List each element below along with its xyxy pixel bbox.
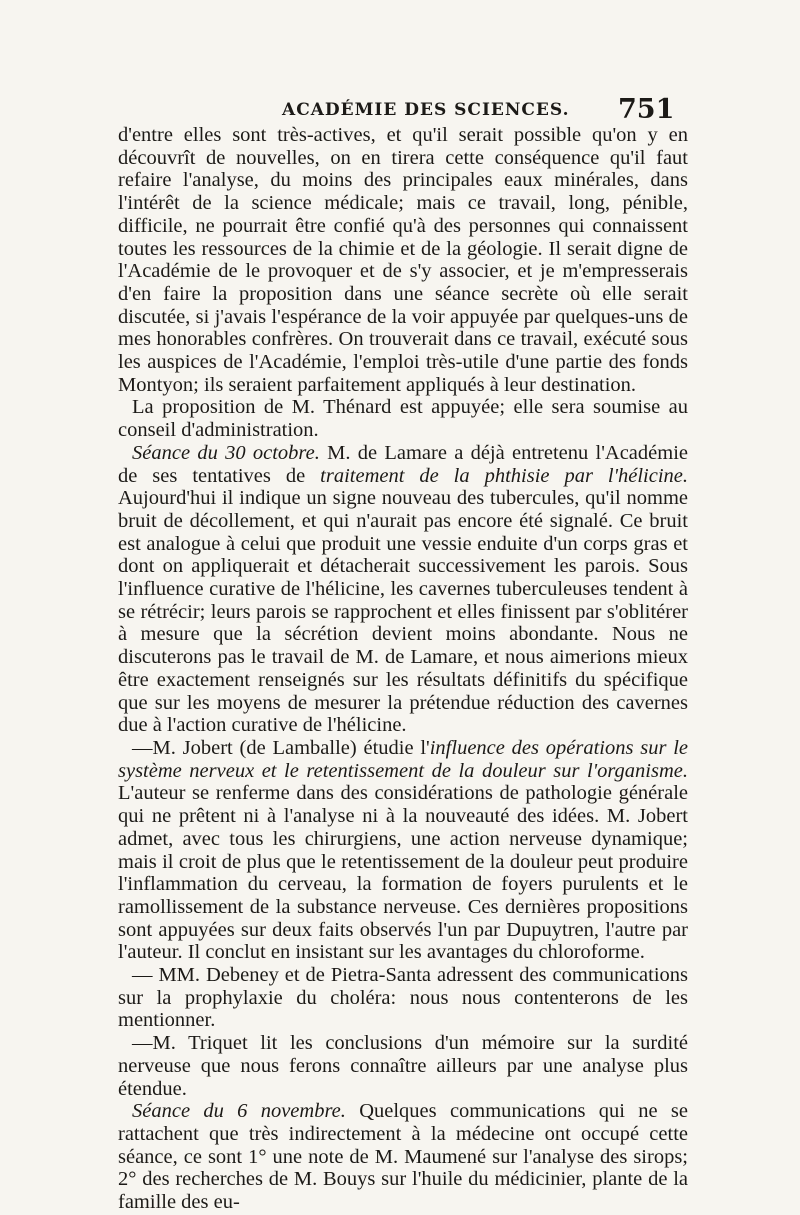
running-head: ACADÉMIE DES SCIENCES.: [282, 100, 570, 120]
text-segment: Quelques communications qui ne se rattachent que très indirectement à la médecine ont occupé cette séance, ce sont 1° une note de M. Maumené sur l'analyse des sirops; 2° des recherches de M. Bouys sur l'huile du médicinier, plante de la famille des eu-: [118, 1100, 688, 1214]
text-segment: M. de Lamare a déjà entretenu l'Académie de ses tentatives de: [118, 441, 688, 487]
body-text: [118, 124, 688, 1214]
text-segment: — MM. Debeney et de Pietra-Santa adressent des communications sur la prophylaxie du choléra: nous nous contenterons de les mentionner.: [118, 964, 688, 1032]
text-segment: Séance du 6 novembre.: [132, 1100, 346, 1123]
text-segment: La proposition de M. Thénard est appuyée; elle sera soumise au conseil d'administration.: [118, 396, 688, 442]
paragraph-7: [118, 1100, 688, 1214]
text-segment: d'entre elles sont très-actives, et qu'il serait possible qu'on y en découvrît de nouvelles, on en tirera cette conséquence qu'il faut refaire l'analyse, du moins des principales eaux minérales, dans l'intérêt de la science médicale; mais ce travail, long, pénible, difficile, ne pourrait être confié qu'à des personnes qui connaissent toutes les ressources de la chimie et de la géologie. Il serait digne de l'Académie de le provoquer et de s'y associer, et je m'empresserais d'en faire la proposition dans une séance secrète où elle serait discutée, si j'avais l'espérance de la voir appuyée par quelques-uns de mes honorables confrères. On trouverait dans ce travail, exécuté sous les auspices de l'Académie, l'emploi très-utile d'une partie des fonds Montyon; ils seraient parfaitement appliqués à leur destination.: [118, 124, 688, 396]
paragraph-3: [118, 442, 688, 737]
text-segment: influence des opérations sur le système nerveux et le retentissement de la douleur sur l'organisme.: [118, 736, 689, 782]
page-number: 751: [618, 94, 675, 125]
paragraph-2: [118, 396, 688, 441]
text-segment: Aujourd'hui il indique un signe nouveau des tubercules, qu'il nomme bruit de décollement, et qui n'aurait pas encore été signalé. Ce bruit est analogue à celui que produit une vessie enduite d'un corps gras et dont on appliquerait et détacherait successivement les parois. Sous l'influence curative de l'hélicine, les cavernes tuberculeuses tendent à se rétrécir; leurs parois se rapprochent et elles finissent par s'oblitérer à mesure que la sécrétion devient moins abondante. Nous ne discuterons pas le travail de M. de Lamare, et nous aimerions mieux être exactement renseignés sur les résultats définitifs du spécifique que sur les moyens de mesurer la prétendue réduction des cavernes due à l'action curative de l'hélicine.: [118, 487, 688, 737]
text-segment: traitement de la phthisie par l'hélicine.: [320, 464, 688, 487]
paragraph-4: [118, 737, 688, 964]
paragraph-6: [118, 1032, 688, 1100]
text-segment: Séance du 30 octobre.: [132, 441, 320, 464]
paragraph-5: [118, 964, 688, 1032]
paragraph-1: [118, 124, 688, 396]
text-segment: —M. Triquet lit les conclusions d'un mémoire sur la surdité nerveuse que nous ferons connaître ailleurs par une analyse plus étendue.: [118, 1032, 688, 1100]
text-segment: —M. Jobert (de Lamballe) étudie l': [132, 736, 430, 759]
text-segment: L'auteur se renferme dans des considérations de pathologie générale qui ne prêtent ni à l'analyse ni à la nouveauté des idées. M. Jobert admet, avec tous les chirurgiens, une action nerveuse dynamique; mais il croit de plus que le retentissement de la douleur peut produire l'inflammation du cerveau, la formation de foyers purulents et le ramollissement de la substance nerveuse. Ces dernières propositions sont appuyées sur deux faits observés l'un par Dupuytren, l'autre par l'auteur. Il conclut en insistant sur les avantages du chloroforme.: [118, 782, 688, 964]
